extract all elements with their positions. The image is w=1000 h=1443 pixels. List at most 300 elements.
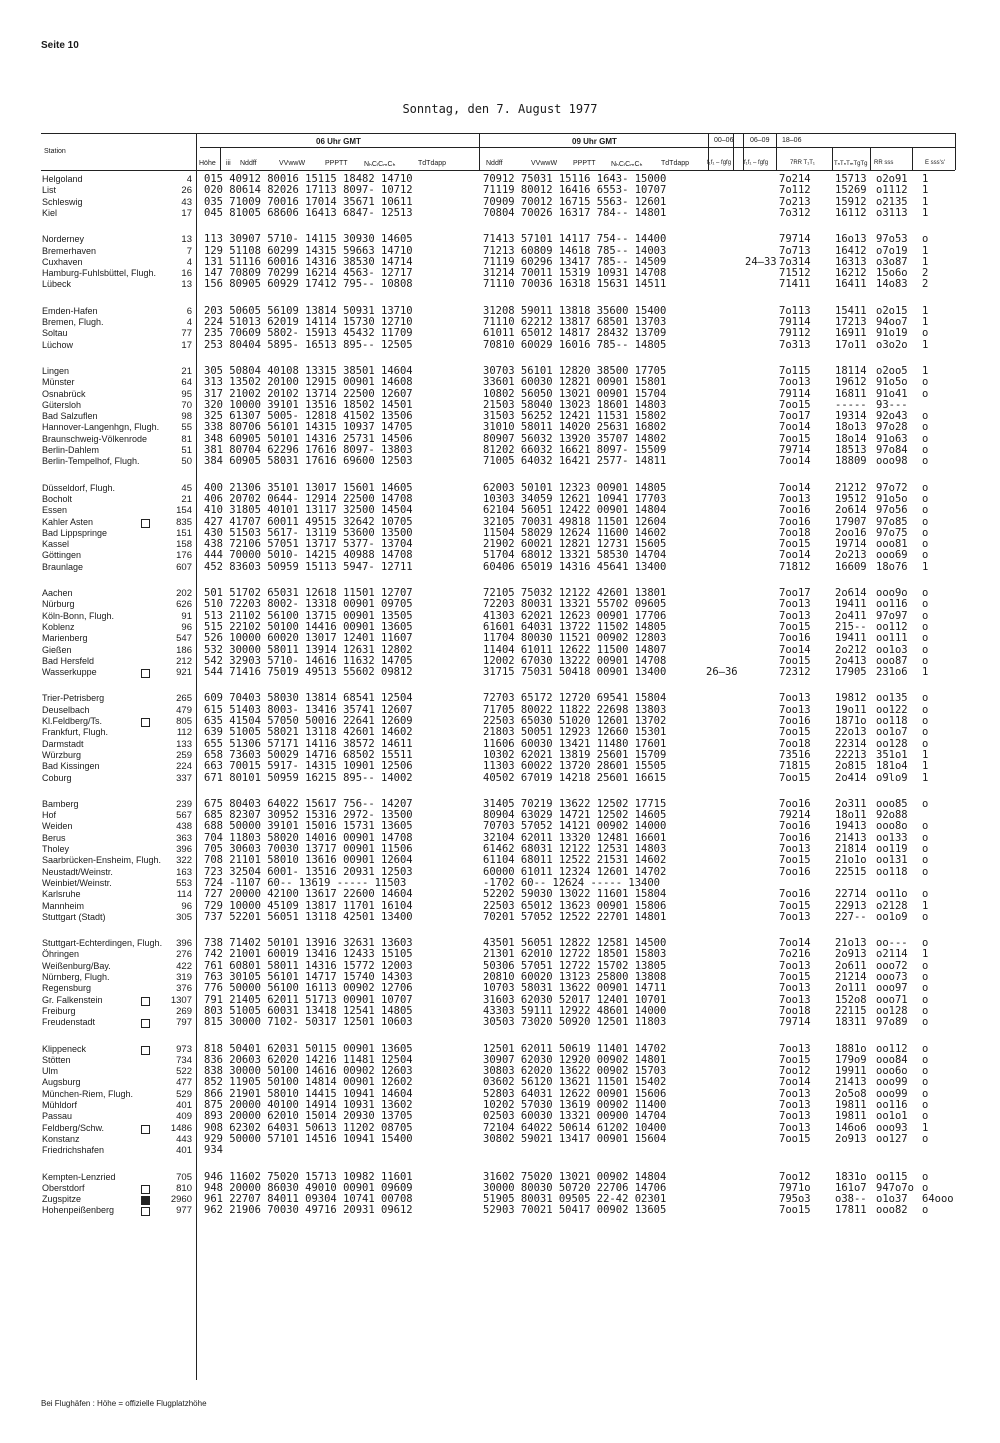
cell-t: 7o314 [779,255,811,268]
cell-b: 41303 62021 12623 00901 17706 [483,609,667,622]
cell-h: 91 [181,610,192,622]
cell-h: 805 [176,716,192,727]
cell-e: o [922,587,929,599]
cell-r: oo135 [876,692,908,705]
cell-t: 79114 [779,387,811,400]
cell-s: Kempten-Lenzried [42,1171,116,1182]
cell-a: 544 71416 75019 49513 55602 09812 [204,666,413,679]
cell-r: o9lo9 [876,771,908,784]
cell-m: 22515 [835,865,867,878]
cell-h: 17 [181,339,192,351]
cell-e: o [922,1099,929,1111]
cell-t: 7oo14 [779,549,811,562]
table-row [0,611,1000,622]
table-row [0,1111,1000,1122]
cell-r: oo1o3 [876,643,908,656]
cell-h: 212 [176,655,192,667]
cell-a: 671 80101 50959 16215 895-- 14002 [204,771,413,784]
cell-r: oo115 [876,1170,908,1183]
cell-t: 73516 [779,748,811,761]
header-nh-09: NₕCₗCₘCₕ [611,161,643,168]
cell-e: 1 [922,899,929,912]
cell-b: 50306 57051 12722 15702 13805 [483,959,667,972]
cell-m: 17213 [835,316,867,328]
cell-m: 15713 [835,173,867,185]
cell-e: o [922,1110,929,1123]
cell-r: 231o6 [876,666,908,679]
cell-t: 7oo14 [779,643,811,656]
cell-s: Weinbiet/Weinstr. [42,877,112,888]
cell-m: 17905 [835,666,867,679]
cell-b: 62104 56051 12422 00901 14804 [483,504,667,517]
header-nddff-09: Nddff [486,160,503,167]
cell-e: 1 [922,304,929,317]
cell-a: 908 62302 64031 50613 11202 08705 [204,1121,413,1134]
cell-s: Hamburg-Fuhlsbüttel, Flugh. [42,268,157,279]
cell-h: 70 [181,399,192,411]
cell-s: Lübeck [42,279,72,290]
cell-t: 7oo16 [779,888,811,901]
cell-a: 962 21906 70030 49716 20931 09612 [204,1204,413,1217]
cell-t: 71512 [779,267,811,280]
cell-s: Karlsruhe [42,889,81,900]
cell-r: 91o41 [876,387,908,400]
cell-b: 71110 62212 13817 68501 13703 [483,316,667,328]
cell-t: 79714 [779,444,811,456]
cell-a: 156 80905 60929 17412 795-- 10808 [204,278,413,291]
cell-b: 22503 65012 13623 00901 15806 [483,899,667,912]
cell-b: 61011 65012 14817 28432 13709 [483,327,667,340]
cell-b: 72104 64022 50614 61202 10400 [483,1121,667,1134]
table-row [0,995,1000,1006]
cell-a: 742 21001 60019 13416 12433 15105 [204,948,413,961]
cell-s: Passau [42,1111,73,1122]
cell-h: 396 [176,938,192,950]
page-title: Sonntag, den 7. August 1977 [402,102,598,116]
cell-s: Bremen, Flugh. [42,317,104,327]
cell-t: 7oo14 [779,1076,811,1089]
cell-a: 438 72106 57051 13717 5377- 13704 [204,538,413,551]
cell-m: 19413 [835,820,867,833]
cell-b: 10303 34059 12621 10941 17703 [483,492,667,505]
cell-m: 16609 [835,560,867,573]
cell-m: 1831o [835,1170,867,1183]
cell-e: o [922,387,929,400]
cell-s: Bamberg [42,798,79,809]
cell-b: 12002 67030 13222 00901 14708 [483,654,667,667]
cell-t: 7oo13 [779,1087,811,1100]
cell-r: 97o85 [876,515,908,528]
cell-r: oo1o1 [876,1110,908,1123]
cell-m: 2oo16 [835,526,867,539]
cell-m: 161o7 [835,1181,867,1194]
cell-m: 19911 [835,1065,867,1078]
cell-h: 95 [181,388,192,400]
cell-r: oo128 [876,1004,908,1017]
cell-r: 97o56 [876,504,908,517]
cell-m: 2o212 [835,643,867,656]
cell-h: 43 [181,196,192,208]
cell-h: 6 [186,305,192,317]
cell-e: 1 [922,244,929,257]
cell-a: 452 83603 50959 15113 5947- 12711 [204,560,413,573]
cell-m: 21214 [835,971,867,983]
cell-h: 98 [181,411,192,423]
cell-s: Stötten [42,1054,71,1065]
cell-e: 1 [922,255,929,268]
table-row [0,1044,1000,1055]
cell-b: 81202 66032 16621 8097- 15509 [483,444,667,456]
cell-b: 71119 80012 16416 6553- 10707 [483,184,667,197]
cell-e: o [922,481,929,494]
cell-h: 259 [176,749,192,761]
cell-e: 1 [922,760,929,773]
header-ppptt-09: PPPTT [573,160,596,167]
cell-e: 1 [922,195,929,208]
cell-m: 146o6 [835,1121,867,1134]
table-row [0,727,1000,738]
cell-h: 55 [181,422,192,434]
cell-e: o [922,937,929,950]
cell-b: 21803 50051 12923 12660 15301 [483,726,667,739]
cell-a: 729 10000 45109 13817 11701 16104 [204,899,413,912]
cell-b: 72105 75032 12122 42601 13801 [483,587,667,599]
cell-e: o [922,797,929,810]
cell-t: 7oo16 [779,831,811,844]
cell-a: 400 21306 35101 13017 15601 14605 [204,481,413,494]
cell-s: Deuselbach [42,704,90,715]
cell-h: 77 [181,328,192,340]
cell-h: 477 [176,1077,192,1089]
table-row [0,1205,1000,1216]
cell-r: ooo6o [876,1065,908,1078]
cell-h: 479 [176,704,192,716]
cell-h: 186 [176,644,192,656]
cell-t: 7oo16 [779,515,811,528]
table-row [0,773,1000,784]
cell-h: 337 [176,772,192,784]
cell-r: oo--- [876,937,908,950]
cell-q: 24–33 [745,255,777,268]
cell-a: 635 41504 57050 50016 22641 12609 [204,715,413,727]
table-row [0,1145,1000,1156]
square-icon [141,1185,150,1194]
cell-m: 18311 [835,1016,867,1029]
cell-s: Kassel [42,539,70,550]
cell-t: 7oo15 [779,538,811,551]
cell-e: o [922,1181,929,1194]
cell-t: 7oo16 [779,820,811,833]
cell-b: 61601 64031 13722 11502 14805 [483,620,667,633]
cell-b: 31010 58011 14020 25631 16802 [483,421,667,434]
cell-b: 11404 61011 12622 11500 14807 [483,643,667,656]
table-row [0,645,1000,656]
table-row [0,328,1000,339]
cell-b: 70909 70012 16715 5563- 12601 [483,195,667,208]
cell-e: o [922,549,929,562]
cell-b: 71413 57101 14117 754-- 14400 [483,233,667,246]
cell-e: o [922,1053,929,1066]
cell-e: 1 [922,338,929,351]
cell-s: Freudenstadt [42,1017,96,1028]
cell-m: 2o411 [835,609,867,622]
cell-e: o [922,455,929,468]
table-row [0,1134,1000,1145]
cell-e: 1 [922,1121,929,1134]
cell-t: 7oo13 [779,1099,811,1111]
table-row [0,234,1000,245]
cell-m: 1871o [835,715,867,727]
cell-s: Friedrichshafen [42,1145,105,1156]
cell-s: Norderney [42,234,85,245]
cell-m: 215-- [835,620,867,633]
cell-t: 7oo13 [779,1110,811,1123]
cell-b: 71005 64032 16421 2577- 14811 [483,455,667,468]
cell-a: 381 80704 62296 17616 8097- 13803 [204,444,413,456]
cell-b: 31208 59011 13818 35600 15400 [483,304,667,317]
cell-a: 501 51702 65031 12618 11501 12707 [204,587,413,599]
page-number: Seite 10 [41,40,79,51]
cell-s: Bad Hersfeld [42,655,95,666]
header-ppptt-06: PPPTT [325,160,348,167]
table-row [0,633,1000,644]
cell-s: Soltau [42,328,68,339]
cell-s: Würzburg [42,749,82,760]
cell-a: 427 41707 60011 49515 32642 10705 [204,515,413,528]
cell-b: 70201 57052 12522 22701 14801 [483,910,667,923]
cell-b: 31503 56252 12421 11531 15802 [483,410,667,423]
header-vvwww-09: VVwwW [531,160,558,167]
cell-b: 61462 68031 12122 12531 14803 [483,843,667,855]
cell-m: 21212 [835,481,867,494]
cell-p: 26–36 [706,666,738,679]
cell-m: 2o413 [835,654,867,667]
cell-t: 7oo18 [779,1004,811,1017]
cell-h: 305 [176,911,192,923]
cell-e: 1 [922,364,929,377]
cell-r: o2o15 [876,304,908,317]
cell-e: o [922,515,929,528]
header-rr-sss: RR sss [874,160,894,166]
cell-e: 1 [922,316,929,328]
footnote: Bei Flughäfen : Höhe = offizielle Flugplatzhöhe [41,1399,207,1408]
cell-e: o [922,910,929,923]
cell-r: oo1o9 [876,910,908,923]
header-period-18-06: 18–06 [782,137,802,144]
cell-e: o [922,1016,929,1029]
header-station: Station [44,148,66,155]
cell-a: 235 70609 5802- 15913 45432 11709 [204,327,413,340]
table-row [0,867,1000,878]
cell-b: 10802 56050 13021 00901 15704 [483,387,667,400]
cell-h: 1486 [170,1122,192,1134]
cell-s: Braunschweig-Völkenrode [42,433,148,444]
cell-a: 542 32903 5710- 14616 11632 14705 [204,654,413,667]
cell-e: o [922,854,929,867]
table-row [0,389,1000,400]
cell-r: o2128 [876,899,908,912]
header-ff-1: f₁f₁ – fgfg [707,160,732,166]
cell-a: 113 30907 5710- 14115 30930 14605 [204,233,413,246]
cell-h: 322 [176,855,192,867]
cell-t: 7oo15 [779,854,811,867]
cell-t: 7oo13 [779,993,811,1006]
cell-s: Aachen [42,588,73,598]
cell-r: 14o83 [876,278,908,291]
cell-r: oo118 [876,865,908,878]
cell-m: 21413 [835,1076,867,1089]
cell-m: 15912 [835,195,867,208]
cell-r: oo111 [876,632,908,645]
cell-h: 547 [176,633,192,645]
cell-t: 795o3 [779,1193,811,1206]
cell-h: 319 [176,972,192,983]
cell-s: Mühldorf [42,1100,78,1110]
cell-s: Freiburg [42,1005,76,1016]
cell-a: 763 30105 56101 14717 15740 14303 [204,971,413,983]
cell-t: 7oo16 [779,797,811,810]
cell-s: Kiel [42,207,58,218]
cell-h: 973 [176,1043,192,1055]
cell-b: 30907 62030 12920 00902 14801 [483,1053,667,1066]
cell-a: 803 51005 60031 13418 12541 14805 [204,1004,413,1017]
cell-t: 7oo18 [779,526,811,539]
cell-e: o [922,376,929,389]
cell-t: 7o312 [779,206,811,219]
cell-s: Osnabrück [42,388,86,399]
cell-s: Berlin-Dahlem [42,445,100,455]
cell-h: 21 [181,365,192,377]
cell-b: 51704 68012 13321 58530 14704 [483,549,667,562]
cell-m: 2o5o8 [835,1087,867,1100]
cell-r: ooo98 [876,455,908,468]
cell-s: Stuttgart-Echterdingen, Flugh. [42,938,163,949]
cell-e: o [922,726,929,739]
cell-m: 16112 [835,206,867,219]
cell-m: ----- [835,398,867,411]
cell-t: 7oo13 [779,959,811,972]
cell-m: 16212 [835,267,867,280]
cell-r: 97o84 [876,444,908,456]
cell-e: o [922,1065,929,1078]
cell-t: 7oo14 [779,937,811,950]
cell-r: ooo97 [876,982,908,995]
cell-r: oo118 [876,715,908,727]
cell-h: 363 [176,832,192,844]
cell-e: 1 [922,666,929,679]
cell-s: Koblenz [42,621,75,632]
cell-m: 22314 [835,737,867,750]
cell-b: 10202 57030 13619 00902 11400 [483,1099,667,1111]
cell-m: 22913 [835,899,867,912]
table-row [0,889,1000,900]
cell-b: 30802 59021 13417 00901 15604 [483,1132,667,1145]
cell-s: Berus [42,832,66,843]
cell-a: 131 51116 60016 14316 38530 14714 [204,255,413,268]
cell-e: o [922,620,929,633]
table-row [0,761,1000,772]
cell-h: 269 [176,1005,192,1017]
cell-s: Kahler Asten [42,516,94,527]
cell-a: 723 32504 6001- 13516 20931 12503 [204,865,413,878]
cell-m: 18809 [835,455,867,468]
cell-e: o [922,504,929,517]
header-iii: iii [226,160,231,167]
cell-r: 97o28 [876,421,908,434]
square-icon [141,997,150,1006]
cell-h: 224 [176,761,192,773]
cell-s: Saarbrücken-Ensheim, Flugh. [42,855,162,866]
header-nh-06: NₕCₗCₘCₕ [364,161,396,168]
cell-e: 64ooo [922,1193,954,1206]
header-tdapp-06: TdTdapp [418,160,447,167]
cell-b: 03602 56120 13621 11501 15402 [483,1076,667,1089]
cell-r: ooo72 [876,959,908,972]
cell-h: 4 [186,174,192,185]
cell-h: 734 [176,1054,192,1066]
cell-a: 658 73603 50029 14716 68502 15511 [204,748,413,761]
cell-a: 818 50401 62031 50115 00901 13605 [204,1042,413,1055]
cell-a: 704 11803 58020 14016 00901 14708 [204,831,413,844]
cell-h: 45 [181,482,192,494]
cell-m: 2o913 [835,948,867,961]
header-tdapp-09: TdTdapp [661,160,690,167]
cell-b: 20810 60020 13123 25800 13808 [483,971,667,983]
cell-h: 626 [176,599,192,611]
cell-s: Ulm [42,1066,58,1077]
cell-h: 176 [176,550,192,562]
cell-e: o [922,971,929,983]
cell-s: Marienberg [42,633,88,644]
table-row [0,599,1000,610]
cell-a: 929 50000 57101 14516 10941 15400 [204,1132,413,1145]
header-period-00-06: 00–06 [714,137,734,144]
cell-b: 21503 58040 13023 18601 14803 [483,398,667,411]
cell-r: oo119 [876,843,908,855]
cell-h: 409 [176,1111,192,1123]
cell-r: 97o97 [876,609,908,622]
table-row [0,340,1000,351]
cell-b: 70703 57052 14121 00902 14000 [483,820,667,833]
cell-a: 045 81005 68606 16413 6847- 12513 [204,206,413,219]
cell-m: 179o9 [835,1053,867,1066]
cell-b: 70804 70026 16317 784-- 14801 [483,206,667,219]
cell-b: 21301 62010 12722 18501 15803 [483,948,667,961]
cell-h: 202 [176,588,192,599]
cell-a: 675 80403 64022 15617 756-- 14207 [204,797,413,810]
cell-e: o [922,233,929,246]
cell-a: 838 30000 50100 14616 00902 12603 [204,1065,413,1078]
cell-h: 396 [176,844,192,855]
cell-a: 893 20000 62010 15014 20930 13705 [204,1110,413,1123]
cell-r: ooo69 [876,549,908,562]
cell-e: o [922,959,929,972]
cell-h: 21 [181,493,192,505]
cell-b: 60406 65019 14316 45641 13400 [483,560,667,573]
cell-h: 151 [176,527,192,539]
cell-b: 52202 59030 13022 11601 15804 [483,888,667,901]
cell-e: o [922,1204,929,1217]
cell-h: 50 [181,456,192,468]
cell-e: o [922,982,929,995]
cell-r: oo128 [876,737,908,750]
cell-t: 7o113 [779,304,811,317]
cell-r: oo116 [876,1099,908,1111]
cell-m: 18o13 [835,421,867,434]
cell-a: 655 51306 57171 14116 38572 14611 [204,737,413,750]
cell-m: 17907 [835,515,867,528]
cell-a: 727 20000 42100 13617 22600 14604 [204,888,413,901]
